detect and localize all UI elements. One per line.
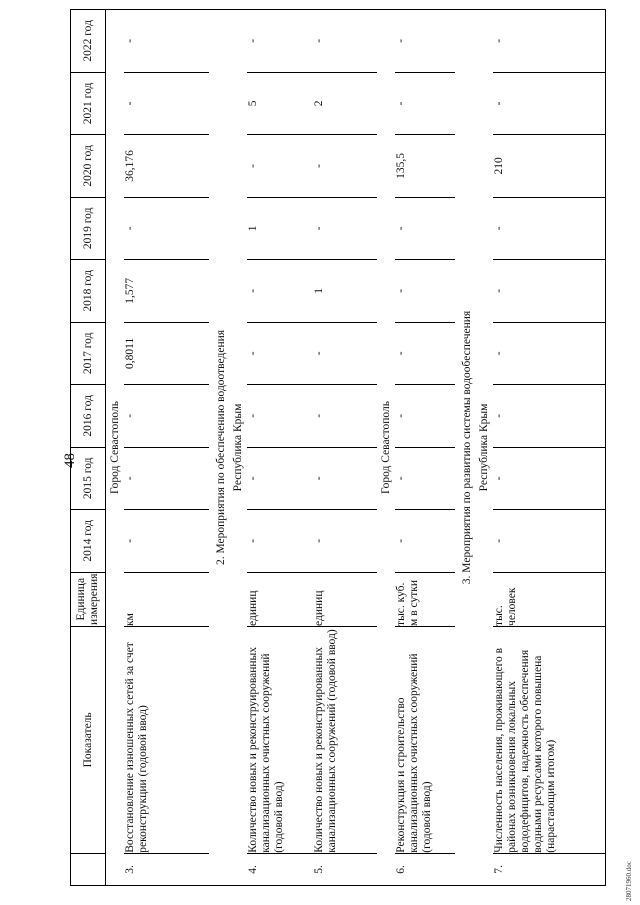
row-value: - bbox=[247, 510, 313, 572]
page-number: 48 bbox=[62, 453, 78, 468]
row-value: - bbox=[124, 72, 209, 134]
header-year: 2016 год bbox=[71, 385, 106, 447]
header-year: 2017 год bbox=[71, 322, 106, 384]
row-value: - bbox=[124, 10, 209, 73]
row-indicator: Количество новых и реконструированных канализационных сооружений (годовой ввод) bbox=[313, 626, 377, 853]
row-number: 6. bbox=[395, 853, 455, 885]
row-value: - bbox=[493, 260, 605, 322]
row-value: - bbox=[313, 135, 377, 197]
row-value: - bbox=[313, 322, 377, 384]
row-value: - bbox=[247, 135, 313, 197]
row-value: - bbox=[493, 510, 605, 572]
header-year: 2015 год bbox=[71, 447, 106, 509]
region-label: Республика Крым bbox=[475, 10, 493, 886]
row-number: 4. bbox=[247, 853, 313, 885]
region-label: Республика Крым bbox=[229, 10, 247, 886]
section-row bbox=[209, 10, 229, 886]
row-unit: км bbox=[124, 572, 209, 626]
table-header-row bbox=[71, 10, 106, 886]
row-value: 5 bbox=[247, 72, 313, 134]
row-value: - bbox=[313, 197, 377, 259]
row-value: 1 bbox=[313, 260, 377, 322]
section-title: 3. Мероприятия по развитию системы водообеспечения bbox=[455, 10, 475, 886]
row-number: 5. bbox=[313, 853, 377, 885]
row-number: 7. bbox=[493, 853, 605, 885]
section-title: 2. Мероприятия по обеспечению водоотведения bbox=[209, 10, 229, 886]
row-indicator: Количество новых и реконструированных канализационных очистных сооружений (годовой ввод) bbox=[247, 626, 313, 853]
header-num bbox=[71, 853, 106, 885]
row-value: - bbox=[395, 447, 455, 509]
row-indicator: Реконструкция и строительство канализационных очистных сооружений (годовой ввод) bbox=[395, 626, 455, 853]
row-value: - bbox=[395, 10, 455, 73]
section-row bbox=[455, 10, 475, 886]
row-value: - bbox=[493, 72, 605, 134]
row-value: - bbox=[124, 447, 209, 509]
table-row bbox=[395, 10, 455, 886]
row-value: - bbox=[395, 260, 455, 322]
row-value: - bbox=[313, 510, 377, 572]
header-unit: Единица измерения bbox=[71, 572, 106, 626]
region-row bbox=[106, 10, 125, 886]
row-unit: тыс. куб. м в сутки bbox=[395, 572, 455, 626]
row-unit: единиц bbox=[247, 572, 313, 626]
region-label: Город Севастополь bbox=[106, 10, 125, 886]
row-indicator: Численность населения, проживающего в районах возникновения локальных вододефицитов, надежность обеспечения водными ресурсами которого повышена (нарастающим итогом) bbox=[493, 626, 605, 853]
row-value: - bbox=[313, 10, 377, 73]
row-value: - bbox=[247, 260, 313, 322]
row-value: - bbox=[395, 322, 455, 384]
row-value: - bbox=[493, 385, 605, 447]
row-value: 0,8011 bbox=[124, 322, 209, 384]
row-unit: единиц bbox=[313, 572, 377, 626]
header-year: 2014 год bbox=[71, 510, 106, 572]
row-number: 3. bbox=[124, 853, 209, 885]
row-value: - bbox=[247, 322, 313, 384]
header-year: 2018 год bbox=[71, 260, 106, 322]
row-value: 1,577 bbox=[124, 260, 209, 322]
row-value: - bbox=[247, 10, 313, 73]
row-value: - bbox=[395, 72, 455, 134]
row-value: 2 bbox=[313, 72, 377, 134]
table-row bbox=[247, 10, 313, 886]
row-value: - bbox=[493, 322, 605, 384]
header-year: 2021 год bbox=[71, 72, 106, 134]
indicators-table bbox=[70, 9, 606, 886]
document-footer: 28071960.doc bbox=[625, 861, 633, 901]
row-value: - bbox=[395, 510, 455, 572]
table-row bbox=[124, 10, 209, 886]
row-value: - bbox=[493, 10, 605, 73]
row-value: - bbox=[313, 447, 377, 509]
row-value: 36,176 bbox=[124, 135, 209, 197]
row-value: - bbox=[124, 510, 209, 572]
table-row bbox=[493, 10, 605, 886]
table-row bbox=[313, 10, 377, 886]
region-row bbox=[377, 10, 395, 886]
row-value: - bbox=[395, 197, 455, 259]
header-year: 2019 год bbox=[71, 197, 106, 259]
row-value: - bbox=[493, 447, 605, 509]
row-value: - bbox=[247, 385, 313, 447]
row-value: - bbox=[313, 385, 377, 447]
row-value: 135,5 bbox=[395, 135, 455, 197]
row-value: - bbox=[395, 385, 455, 447]
row-indicator: Восстановление изношенных сетей за счет реконструкции (годовой ввод) bbox=[124, 626, 209, 853]
row-unit: тыс. человек bbox=[493, 572, 605, 626]
row-value: - bbox=[247, 447, 313, 509]
row-value: 210 bbox=[493, 135, 605, 197]
row-value: 1 bbox=[247, 197, 313, 259]
row-value: - bbox=[124, 197, 209, 259]
region-row bbox=[229, 10, 247, 886]
region-label: Город Севастополь bbox=[377, 10, 395, 886]
row-value: - bbox=[124, 385, 209, 447]
header-year: 2022 год bbox=[71, 10, 106, 73]
region-row bbox=[475, 10, 493, 886]
header-year: 2020 год bbox=[71, 135, 106, 197]
header-indicator: Показатель bbox=[71, 626, 106, 853]
row-value: - bbox=[493, 197, 605, 259]
